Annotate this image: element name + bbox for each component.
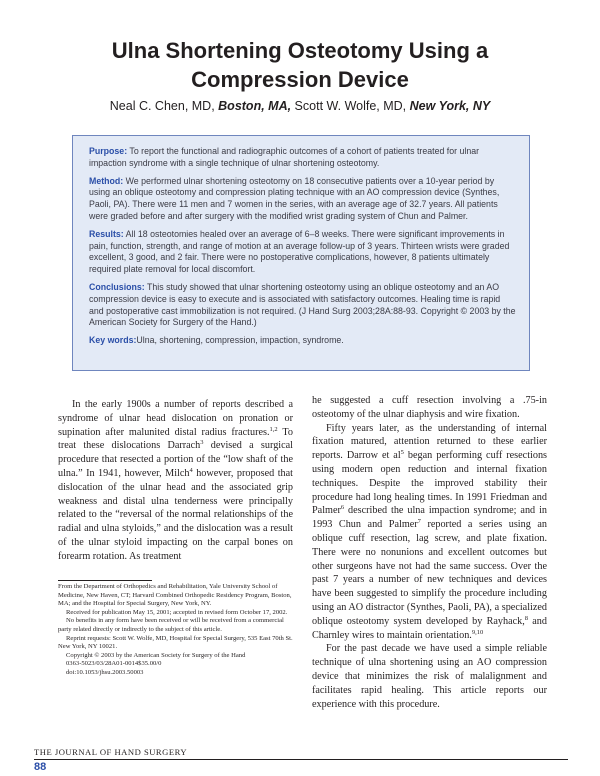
results-text: All 18 osteotomies healed over an average of 6–8 weeks. There were significant improvements in pain, function, strength, and range of motion at an average follow-up of 3 years. Thirteen wrists were graded excellent, 3 good, and 2 fair. There were no postoperative complications, however, 8 patients ultimately required plate removal for local discomfort. (89, 228, 510, 275)
body-column-left (58, 398, 293, 564)
conclusions-label: Conclusions: (89, 281, 145, 292)
footnote-received: Received for publication May 15, 2001; accepted in revised form October 17, 2002. (66, 608, 288, 616)
footnotes (58, 583, 298, 678)
body-paragraph-3: For the past decade we have used a simple reliable technique of ulna shortening using an AO compression device that minimizes the risk of malalignment and facilitates rapid healing. This article reports our experience with this procedure. (312, 643, 547, 710)
footer-rule (34, 759, 568, 760)
author-line (40, 99, 560, 113)
p1-citation-3: 4 (189, 466, 193, 474)
purpose-text: To report the functional and radiographic outcomes of a cohort of patients treated for ulnar impaction syndrome with a single technique of ulnar shortening osteotomy. (89, 146, 480, 168)
p2-citation-2: 6 (340, 504, 345, 512)
body-column-right (312, 394, 547, 711)
body-paragraph-1-continued: he suggested a cuff resection involving a .75-in osteotomy of the ulnar diaphysis and wire fixation. (312, 395, 547, 420)
purpose-label: Purpose: (89, 146, 128, 156)
conclusions-text: This study showed that ulnar shortening osteotomy using an oblique osteotomy and an AO compression device is easy to execute and is associated with satisfactory outcomes. Healing time is rapid and postoperative cast immobilization is not required. (J Hand Surg 2003;28A:88-93. Copyright © 2003 by the American Society for Surgery of the Hand.) (89, 281, 516, 328)
abstract-keywords (89, 335, 517, 347)
abstract-conclusions (89, 282, 517, 329)
p1-text-b: To treat these dislocations Darrach (58, 426, 294, 452)
journal-name: THE JOURNAL OF HAND SURGERY (34, 747, 188, 757)
footnote-divider (58, 580, 152, 581)
article-title (40, 36, 560, 94)
p2-citation-3: 7 (417, 518, 421, 526)
author-2-location: New York, NY (409, 99, 491, 113)
keywords-text: Ulna, shortening, compression, impaction, syndrome. (136, 335, 344, 346)
footnote-copyright: Copyright © 2003 by the American Society for Surgery of the Hand (66, 651, 246, 659)
page-number: 88 (34, 761, 47, 773)
p2-text-e: and Charnley wires to maintain orientation. (312, 615, 547, 641)
footnote-doi: doi:10.1053/jhsu.2003.50003 (66, 668, 144, 676)
method-label: Method: (89, 175, 124, 186)
abstract-box (72, 135, 530, 371)
footnote-reprints: Reprint requests: Scott W. Wolfe, MD, Hospital for Special Surgery, 535 East 70th St. New York, NY 10021. (58, 634, 293, 651)
footnote-benefits: No benefits in any form have been received or will be received from a commercial party related directly or indirectly to the subject of this article. (58, 617, 284, 633)
body-paragraph-1 (58, 398, 293, 564)
abstract-purpose (89, 146, 517, 170)
p1-text-a: In the early 1900s a number of reports described a syndrome of ulnar head dislocation on pronation or supination after malunited distal radius fractures. (58, 399, 293, 438)
p1-text-c: devised a surgical procedure that resected a portion of the “low shaft of the ulna.” In 1941, however, Milch (58, 440, 293, 479)
abstract-method (89, 176, 517, 223)
keywords-label: Key words: (89, 335, 137, 346)
p2-citation-5: 9,10 (471, 628, 484, 636)
p2-text-d: reported a series using an oblique cuff resection, lag screw, and plate fixation. There were no nonunions and excellent outcomes but other surgeons have not had the same success. Over the past 7 years a number of new techniques and devices have been suggested to simplify the procedure including using an AO distractor (Synthes, Paoli, PA), a specialized oblique osteotomy system developed by Rayhack, (312, 519, 547, 627)
p2-text-a: Fifty years later, as the understanding of internal fixation matured, attention returned to these earlier reports. Darrow et al (312, 422, 547, 462)
author-2: Scott W. Wolfe, MD, (291, 99, 410, 113)
footnote-affiliation: From the Department of Orthopedics and Rehabilitation, Yale University School of Medicine, New Haven, CT; Harvard Combined Orthopedic Residency Program, Boston, MA; and the Hospital for Special Surgery, New York, NY. (58, 583, 292, 608)
p1-citation-1: 1,2 (269, 425, 278, 433)
author-1-location: Boston, MA, (218, 99, 292, 113)
p2-citation-1: 5 (400, 449, 404, 457)
p2-citation-4: 8 (524, 614, 529, 622)
author-1: Neal C. Chen, MD, (109, 99, 219, 113)
title-line-2: Compression Device (191, 67, 409, 92)
results-label: Results: (89, 228, 124, 239)
p2-text-c: described the ulna impaction syndrome; and in 1993 Chun and Palmer (312, 505, 547, 531)
p1-citation-2: 3 (200, 439, 204, 447)
body-paragraph-2 (312, 422, 547, 643)
title-line-1: Ulna Shortening Osteotomy Using a (111, 38, 489, 63)
p2-text-b: began performing cuff resections using modern open reduction and internal fixation techniques. Despite the improved stability their procedure had long healing times. In 1991 Friedman and Palmer (312, 450, 548, 517)
abstract-results (89, 229, 517, 276)
method-text: We performed ulnar shortening osteotomy on 18 consecutive patients over a 10-year period by using an oblique osteotomy and compression plating technique with an AO compression device (Synthes, Paoli, PA). There were 11 men and 7 women in the series, with an average age of 32.7 years. All patients were graded before and after surgery with the modified wrist grading system of Chun and Palmer. (89, 175, 500, 221)
p1-text-d: however, proposed that dislocation of the ulnar head and the associated grip weakness and distal ulna tenderness were principally related to the “reversal of the normal relationships of the radial and ulna styloids,” and the dislocation was a result of the ulnar styloid impacting on the carpal bones on forearm rotation. As treatment (58, 467, 293, 562)
footnote-issn: 0363-5023/03/28A01-0014$35.00/0 (66, 660, 162, 668)
